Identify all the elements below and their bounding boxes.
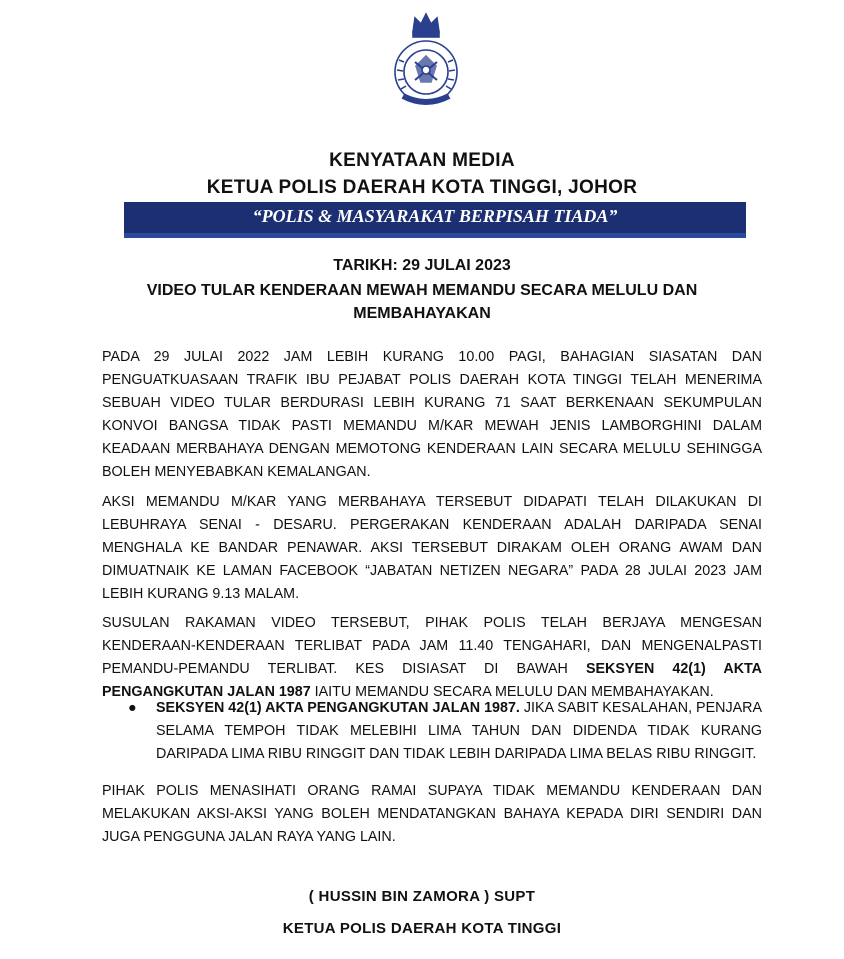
bullet-bold: SEKSYEN 42(1) AKTA PENGANGKUTAN JALAN 1987. [156, 700, 520, 716]
bullet-item [102, 697, 762, 766]
bullet-icon: ● [128, 700, 137, 716]
paragraph-3 [102, 612, 762, 704]
headline-line-2: MEMBAHAYAKAN [353, 305, 491, 322]
page-title: KENYATAAN MEDIA [329, 150, 515, 171]
paragraph-3-end: IAITU MEMANDU SECARA MELULU DAN MEMBAHAYAKAN. [310, 684, 714, 700]
bullet-content [156, 697, 762, 766]
signature-position: KETUA POLIS DAERAH KOTA TINGGI [282, 920, 562, 937]
paragraph-2: AKSI MEMANDU M/KAR YANG MERBAHAYA TERSEBUT DIDAPATI TELAH DILAKUKAN DI LEBUHRAYA SENAI - DESARU. PERGERAKAN KENDERAAN ADALAH DARIPADA SENAI MENGHALA KE BANDAR PENAWAR. AKSI TERSEBUT DIRAKAM OLEH ORANG AWAM DAN DIMUATNAIK KE LAMAN FACEBOOK “JABATAN NETIZEN NEGARA” PADA 28 JULAI 2023 JAM LEBIH KURANG 9.13 MALAM. [102, 494, 762, 602]
headline-line-1: VIDEO TULAR KENDERAAN MEWAH MEMANDU SECARA MELULU DAN [146, 282, 698, 299]
date-line: TARIKH: 29 JULAI 2023 [333, 257, 511, 274]
paragraph-3-text: SUSULAN RAKAMAN VIDEO TERSEBUT, PIHAK POLIS TELAH BERJAYA MENGESAN KENDERAAN-KENDERAAN TERLIBAT PADA JAM 11.40 TENGAHARI, DAN MENGENALPASTI PEMANDU-PEMANDU TERLIBAT. KES DISIASAT DI BAWAH [102, 615, 762, 677]
motto-banner: “POLIS & MASYARAKAT BERPISAH TIADA” [124, 202, 746, 238]
police-crest-icon [391, 10, 461, 110]
paragraph-4: PIHAK POLIS MENASIHATI ORANG RAMAI SUPAYA TIDAK MEMANDU KENDERAAN DAN MELAKUKAN AKSI-AKSI YANG BOLEH MENDATANGKAN BAHAYA KEPADA DIRI SENDIRI DAN JUGA PENGGUNA JALAN RAYA YANG LAIN. [102, 783, 762, 845]
signature-name: ( HUSSIN BIN ZAMORA ) SUPT [308, 888, 536, 905]
bullet-text: JIKA SABIT KESALAHAN, PENJARA SELAMA TEMPOH TIDAK MELEBIHI LIMA TAHUN DAN DIDENDA TIDAK KURANG DARIPADA LIMA RIBU RINGGIT DAN TIDAK LEBIH DARIPADA LIMA BELAS RIBU RINGGIT. [156, 700, 762, 762]
page-subtitle: KETUA POLIS DAERAH KOTA TINGGI, JOHOR [206, 177, 638, 198]
paragraph-1: PADA 29 JULAI 2022 JAM LEBIH KURANG 10.00 PAGI, BAHAGIAN SIASATAN DAN PENGUATKUASAAN TRAFIK IBU PEJABAT POLIS DAERAH KOTA TINGGI TELAH MENERIMA SEBUAH VIDEO TULAR BERDURASI LEBIH KURANG 71 SAAT BERKENAAN SEKUMPULAN KONVOI BANGSA TIDAK PASTI MEMANDU M/KAR MEWAH JENIS LAMBORGHINI DALAM KEADAAN MERBAHAYA DENGAN MEMOTONG KENDERAAN LAIN SECARA MELULU SEHINGGA BOLEH MENYEBABKAN KEMALANGAN. [102, 349, 762, 480]
paragraph-3-bold: SEKSYEN 42(1) AKTA PENGANGKUTAN JALAN 1987 [102, 661, 763, 700]
